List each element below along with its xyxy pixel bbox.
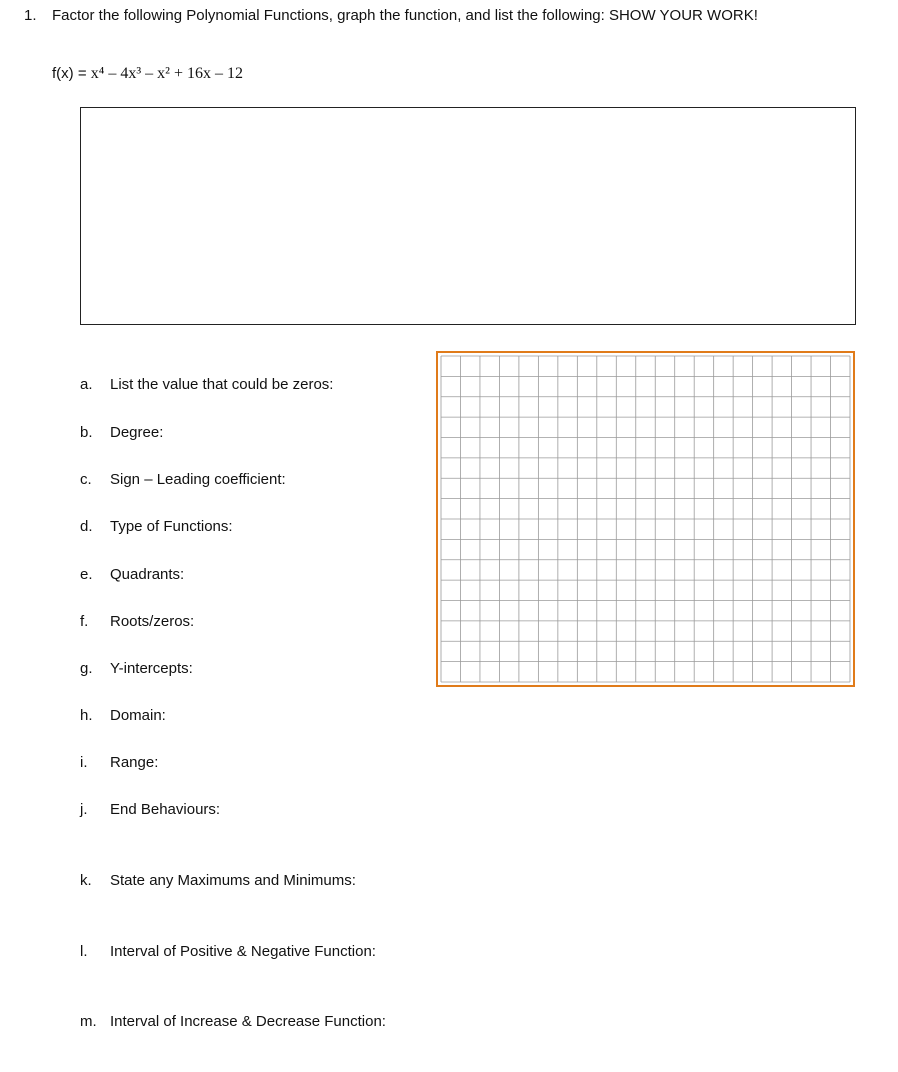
item-letter: a. xyxy=(80,376,93,393)
item-degree: Degree: xyxy=(110,424,164,441)
item-domain: Domain: xyxy=(110,707,166,724)
item-y-intercepts: Y-intercepts: xyxy=(110,660,193,677)
item-letter: g. xyxy=(80,660,93,677)
item-letter: h. xyxy=(80,707,93,724)
function-definition xyxy=(52,65,243,83)
item-possible-zeros: List the value that could be zeros: xyxy=(110,376,334,393)
item-quadrants: Quadrants: xyxy=(110,566,185,583)
item-letter: i. xyxy=(80,754,88,771)
item-range: Range: xyxy=(110,754,159,771)
item-increase-decrease-interval: Interval of Increase & Decrease Function: xyxy=(110,1013,386,1030)
item-leading-coefficient: Sign – Leading coefficient: xyxy=(110,471,286,488)
function-label: f(x) = xyxy=(52,65,87,82)
item-letter: j. xyxy=(80,801,88,818)
function-expression: x⁴ – 4x³ – x² + 16x – 12 xyxy=(90,65,243,82)
question-instruction: Factor the following Polynomial Functions, graph the function, and list the following: SHOW YOUR WORK! xyxy=(52,7,758,24)
item-letter: f. xyxy=(80,613,89,630)
item-positive-negative-interval: Interval of Positive & Negative Function: xyxy=(110,943,376,960)
item-roots-zeros: Roots/zeros: xyxy=(110,613,195,630)
item-letter: l. xyxy=(80,943,88,960)
question-number: 1. xyxy=(24,7,37,24)
graph-paper[interactable] xyxy=(436,351,855,687)
item-letter: c. xyxy=(80,471,92,488)
item-letter: e. xyxy=(80,566,93,583)
item-letter: d. xyxy=(80,518,93,535)
item-type-of-functions: Type of Functions: xyxy=(110,518,233,535)
item-end-behaviours: End Behaviours: xyxy=(110,801,221,818)
work-answer-box[interactable] xyxy=(80,107,856,325)
graph-grid xyxy=(438,353,853,685)
item-letter: m. xyxy=(80,1013,97,1030)
item-letter: k. xyxy=(80,872,92,889)
item-maximums-minimums: State any Maximums and Minimums: xyxy=(110,872,356,889)
item-letter: b. xyxy=(80,424,93,441)
